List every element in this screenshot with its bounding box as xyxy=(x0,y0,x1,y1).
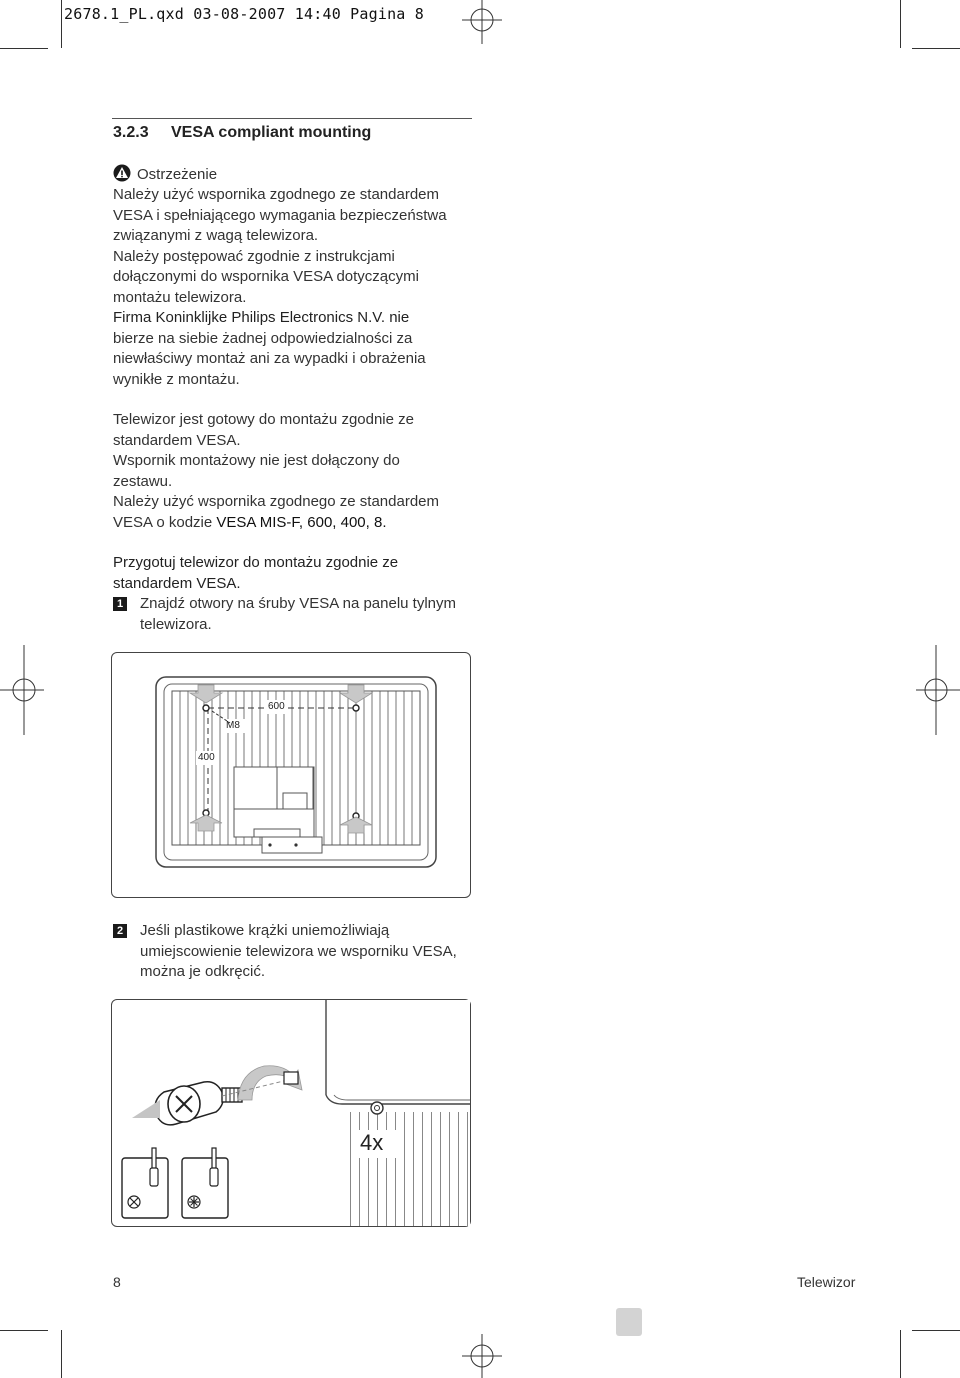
disclaimer-line: niewłaściwy montaż ani za wypadki i obrażenia xyxy=(113,350,426,367)
warning-line: Należy postępować zgodnie z instrukcjami xyxy=(113,247,395,265)
registration-mark-icon xyxy=(916,645,960,735)
warning-line: VESA i spełniającego wymagania bezpieczeństwa xyxy=(113,206,447,224)
warning-line: związanymi z wagą telewizora. xyxy=(113,227,319,244)
section-number: 3.2.3 xyxy=(113,124,149,141)
prep-text xyxy=(113,553,485,594)
crop-mark xyxy=(900,0,901,48)
section-title xyxy=(113,124,371,142)
intro-code-line xyxy=(113,513,485,534)
thumb-tab xyxy=(616,1308,642,1336)
print-slug: 2678.1_PL.qxd 03-08-2007 14:40 Pagina 8 xyxy=(64,5,424,23)
warning-heading-text: Ostrzeżenie xyxy=(137,166,218,183)
intro-text xyxy=(113,410,485,533)
step-line: telewizora. xyxy=(140,615,212,633)
warning-line: montażu telewizora. xyxy=(113,288,247,306)
step-badge: 2 xyxy=(113,924,127,938)
step-line: umiejscowienie telewizora we wsporniku VESA, xyxy=(140,942,457,960)
footer-title: Telewizor xyxy=(797,1274,856,1290)
warning-body xyxy=(113,185,485,390)
tv-back-illustration xyxy=(112,653,470,897)
vesa-code: VESA MIS-F, 600, 400, 8. xyxy=(216,513,387,531)
section-rule xyxy=(112,118,472,119)
tv-back-figure xyxy=(111,652,471,898)
crop-mark xyxy=(61,0,62,48)
disclaimer-line: Firma Koninklijke Philips Electronics N.V. nie xyxy=(113,309,410,326)
intro-line: standardem VESA. xyxy=(113,431,241,449)
step-2 xyxy=(113,921,485,983)
warning-icon xyxy=(113,164,131,182)
warning-line: Należy użyć wspornika zgodnego ze standardem xyxy=(113,186,440,203)
unscrew-illustration xyxy=(112,1000,470,1226)
step-line: można je odkręcić. xyxy=(140,963,266,980)
count-label: 4x xyxy=(360,1130,384,1155)
intro-line: Wspornik montażowy nie jest dołączony do xyxy=(113,452,400,469)
step-line: Jeśli plastikowe krążki uniemożliwiają xyxy=(140,922,390,939)
section-title-text: VESA compliant mounting xyxy=(171,124,372,141)
intro-code-prefix: VESA o kodzie xyxy=(113,513,217,531)
step-line: Znajdź otwory na śruby VESA na panelu tylnym xyxy=(140,595,456,612)
crop-mark xyxy=(912,48,960,49)
crop-mark xyxy=(0,1330,48,1331)
screw-size-label: M8 xyxy=(226,720,240,731)
step-1 xyxy=(113,594,485,635)
dimension-width-label: 600 xyxy=(268,701,285,712)
unscrew-figure xyxy=(111,999,471,1227)
crop-mark xyxy=(61,1330,62,1378)
intro-line: Telewizor jest gotowy do montażu zgodnie ze xyxy=(113,411,414,428)
prep-line: standardem VESA. xyxy=(113,574,241,592)
page-number: 8 xyxy=(113,1274,121,1290)
step-badge: 1 xyxy=(113,597,127,611)
crop-mark xyxy=(0,48,48,49)
intro-line: Należy użyć wspornika zgodnego ze standardem xyxy=(113,493,440,510)
prep-line: Przygotuj telewizor do montażu zgodnie ze xyxy=(113,554,399,571)
dimension-height-label: 400 xyxy=(198,752,215,763)
registration-mark-icon xyxy=(462,1334,502,1378)
registration-mark-icon xyxy=(0,645,44,735)
crop-mark xyxy=(912,1330,960,1331)
warning-heading xyxy=(113,164,217,185)
disclaimer-line: wynikłe z montażu. xyxy=(113,370,240,388)
disclaimer-line: bierze na siebie żadnej odpowiedzialności za xyxy=(113,329,413,347)
intro-line: zestawu. xyxy=(113,472,173,490)
crop-mark xyxy=(900,1330,901,1378)
warning-line: dołączonymi do wspornika VESA dotyczącymi xyxy=(113,268,419,285)
registration-mark-icon xyxy=(462,0,502,44)
